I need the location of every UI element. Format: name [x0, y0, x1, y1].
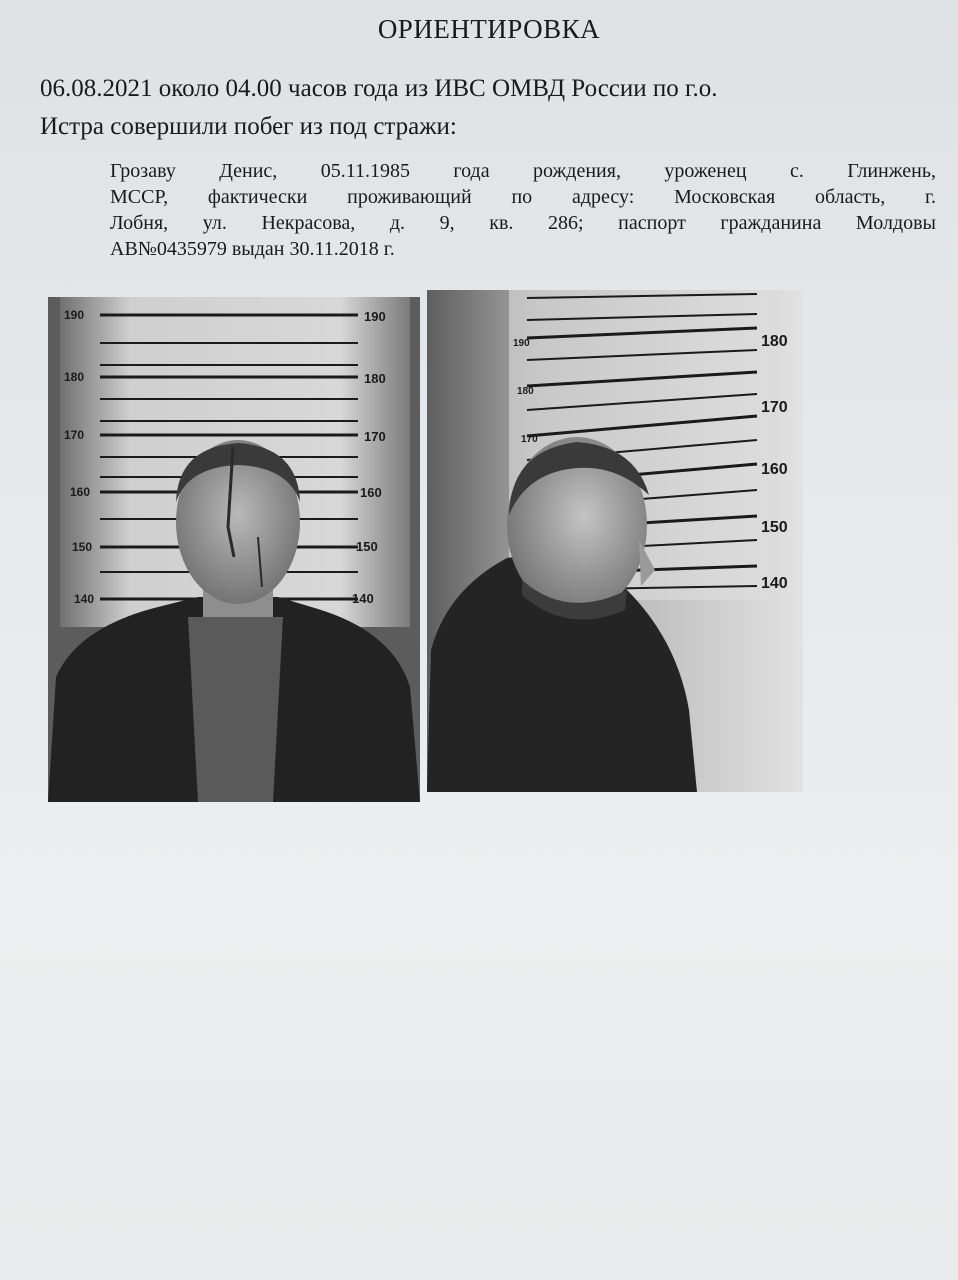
scale-label-150-left: 150 [72, 540, 93, 554]
profile-small-label-190: 190 [513, 338, 530, 349]
scale-label-190-left: 190 [64, 308, 85, 322]
scale-label-150-right: 150 [356, 539, 378, 554]
profile-large-label-180: 180 [761, 333, 788, 350]
profile-large-label-160: 160 [761, 461, 788, 478]
scale-label-190-right: 190 [364, 309, 386, 324]
scale-label-180-left: 180 [64, 370, 85, 384]
details-line-2: МССР, фактически проживающий по адресу: Московская область, г. [110, 186, 936, 208]
scale-label-180-right: 180 [364, 371, 386, 386]
scale-label-170-right: 170 [364, 429, 386, 444]
details-line-4: АВ№0435979 выдан 30.11.2018 г. [110, 238, 395, 260]
scale-label-140-left: 140 [74, 592, 95, 606]
scale-label-170-left: 170 [64, 428, 85, 442]
profile-large-label-150: 150 [761, 519, 788, 536]
profile-small-label-170: 170 [521, 434, 538, 445]
lead-line-2: Истра совершили побег из под стражи: [40, 113, 457, 140]
scale-label-160-right: 160 [360, 485, 382, 500]
details-line-3: Лобня, ул. Некрасова, д. 9, кв. 286; паспорт гражданина Молдовы [110, 212, 936, 234]
mugshot-profile-photo [427, 290, 803, 792]
profile-large-label-140: 140 [761, 575, 788, 592]
details-line-1: Грозаву Денис, 05.11.1985 года рождения, уроженец с. Глинжень, [110, 160, 936, 182]
profile-large-label-170: 170 [761, 399, 788, 416]
mugshot-front-photo [48, 297, 420, 802]
scale-label-160-left: 160 [70, 485, 91, 499]
page-title: ОРИЕНТИРОВКА [377, 14, 601, 44]
scale-label-140-right: 140 [352, 591, 374, 606]
suspect-details [110, 158, 936, 262]
lead-paragraph [40, 70, 910, 146]
lead-line-1: 06.08.2021 около 04.00 часов года из ИВС ОМВД России по г.о. [40, 75, 718, 102]
profile-small-label-180: 180 [517, 386, 534, 397]
